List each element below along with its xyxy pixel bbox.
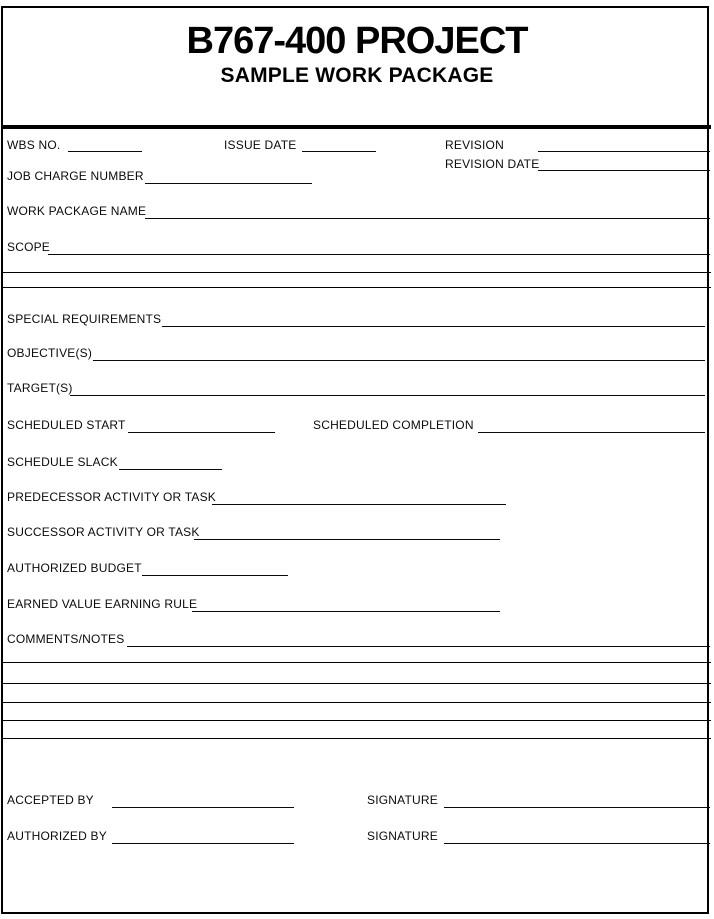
successor-activity-label: SUCCESSOR ACTIVITY OR TASK <box>7 525 200 539</box>
issue-date-field[interactable] <box>302 140 376 152</box>
authorized-by-label: AUTHORIZED BY <box>7 829 107 843</box>
job-charge-number-field[interactable] <box>145 172 312 184</box>
accepted-by-field[interactable] <box>112 796 294 808</box>
accepted-by-label: ACCEPTED BY <box>7 793 94 807</box>
revision-field[interactable] <box>538 140 710 152</box>
wbs-no-field[interactable] <box>68 140 142 152</box>
earned-value-earning-rule-field[interactable] <box>192 600 500 612</box>
schedule-slack-label: SCHEDULE SLACK <box>7 455 118 469</box>
page-subtitle: SAMPLE WORK PACKAGE <box>220 64 494 87</box>
targets-label: TARGET(S) <box>7 381 73 395</box>
revision-date-label: REVISION DATE <box>445 157 540 171</box>
scope-field[interactable] <box>48 243 710 255</box>
work-package-name-field[interactable] <box>145 207 710 219</box>
authorized-budget-field[interactable] <box>142 564 288 576</box>
successor-activity-field[interactable] <box>194 528 500 540</box>
objectives-field[interactable] <box>93 349 705 361</box>
authorized-signature-label: SIGNATURE <box>367 829 438 843</box>
objectives-label: OBJECTIVE(S) <box>7 346 93 360</box>
scheduled-completion-label: SCHEDULED COMPLETION <box>313 418 474 432</box>
comments-continuation-line-2[interactable] <box>3 670 711 684</box>
comments-continuation-line-5[interactable] <box>3 725 711 739</box>
accepted-signature-field[interactable] <box>444 796 710 808</box>
comments-continuation-line-1[interactable] <box>3 649 711 663</box>
scheduled-start-label: SCHEDULED START <box>7 418 126 432</box>
scope-continuation-line-1[interactable] <box>3 259 711 273</box>
authorized-budget-label: AUTHORIZED BUDGET <box>7 561 142 575</box>
authorized-signature-field[interactable] <box>444 832 710 844</box>
page-title: B767-400 PROJECT <box>186 20 528 62</box>
scheduled-start-field[interactable] <box>128 421 275 433</box>
accepted-signature-label: SIGNATURE <box>367 793 438 807</box>
revision-label: REVISION <box>445 138 504 152</box>
special-requirements-field[interactable] <box>162 315 705 327</box>
revision-date-field[interactable] <box>538 159 710 171</box>
scheduled-completion-field[interactable] <box>478 421 705 433</box>
earned-value-earning-rule-label: EARNED VALUE EARNING RULE <box>7 597 198 611</box>
comments-notes-label: COMMENTS/NOTES <box>7 632 125 646</box>
comments-continuation-line-3[interactable] <box>3 689 711 703</box>
comments-notes-field[interactable] <box>127 635 710 647</box>
special-requirements-label: SPECIAL REQUIREMENTS <box>7 312 162 326</box>
predecessor-activity-label: PREDECESSOR ACTIVITY OR TASK <box>7 490 216 504</box>
wbs-no-label: WBS NO. <box>7 138 61 152</box>
scope-label: SCOPE <box>7 240 51 254</box>
schedule-slack-field[interactable] <box>119 458 222 470</box>
issue-date-label: ISSUE DATE <box>224 138 297 152</box>
predecessor-activity-field[interactable] <box>212 493 506 505</box>
job-charge-number-label: JOB CHARGE NUMBER <box>7 169 144 183</box>
comments-continuation-line-4[interactable] <box>3 707 711 721</box>
scope-continuation-line-2[interactable] <box>3 274 711 288</box>
authorized-by-field[interactable] <box>112 832 294 844</box>
work-package-name-label: WORK PACKAGE NAME <box>7 204 147 218</box>
header-divider <box>2 125 711 129</box>
targets-field[interactable] <box>70 384 705 396</box>
